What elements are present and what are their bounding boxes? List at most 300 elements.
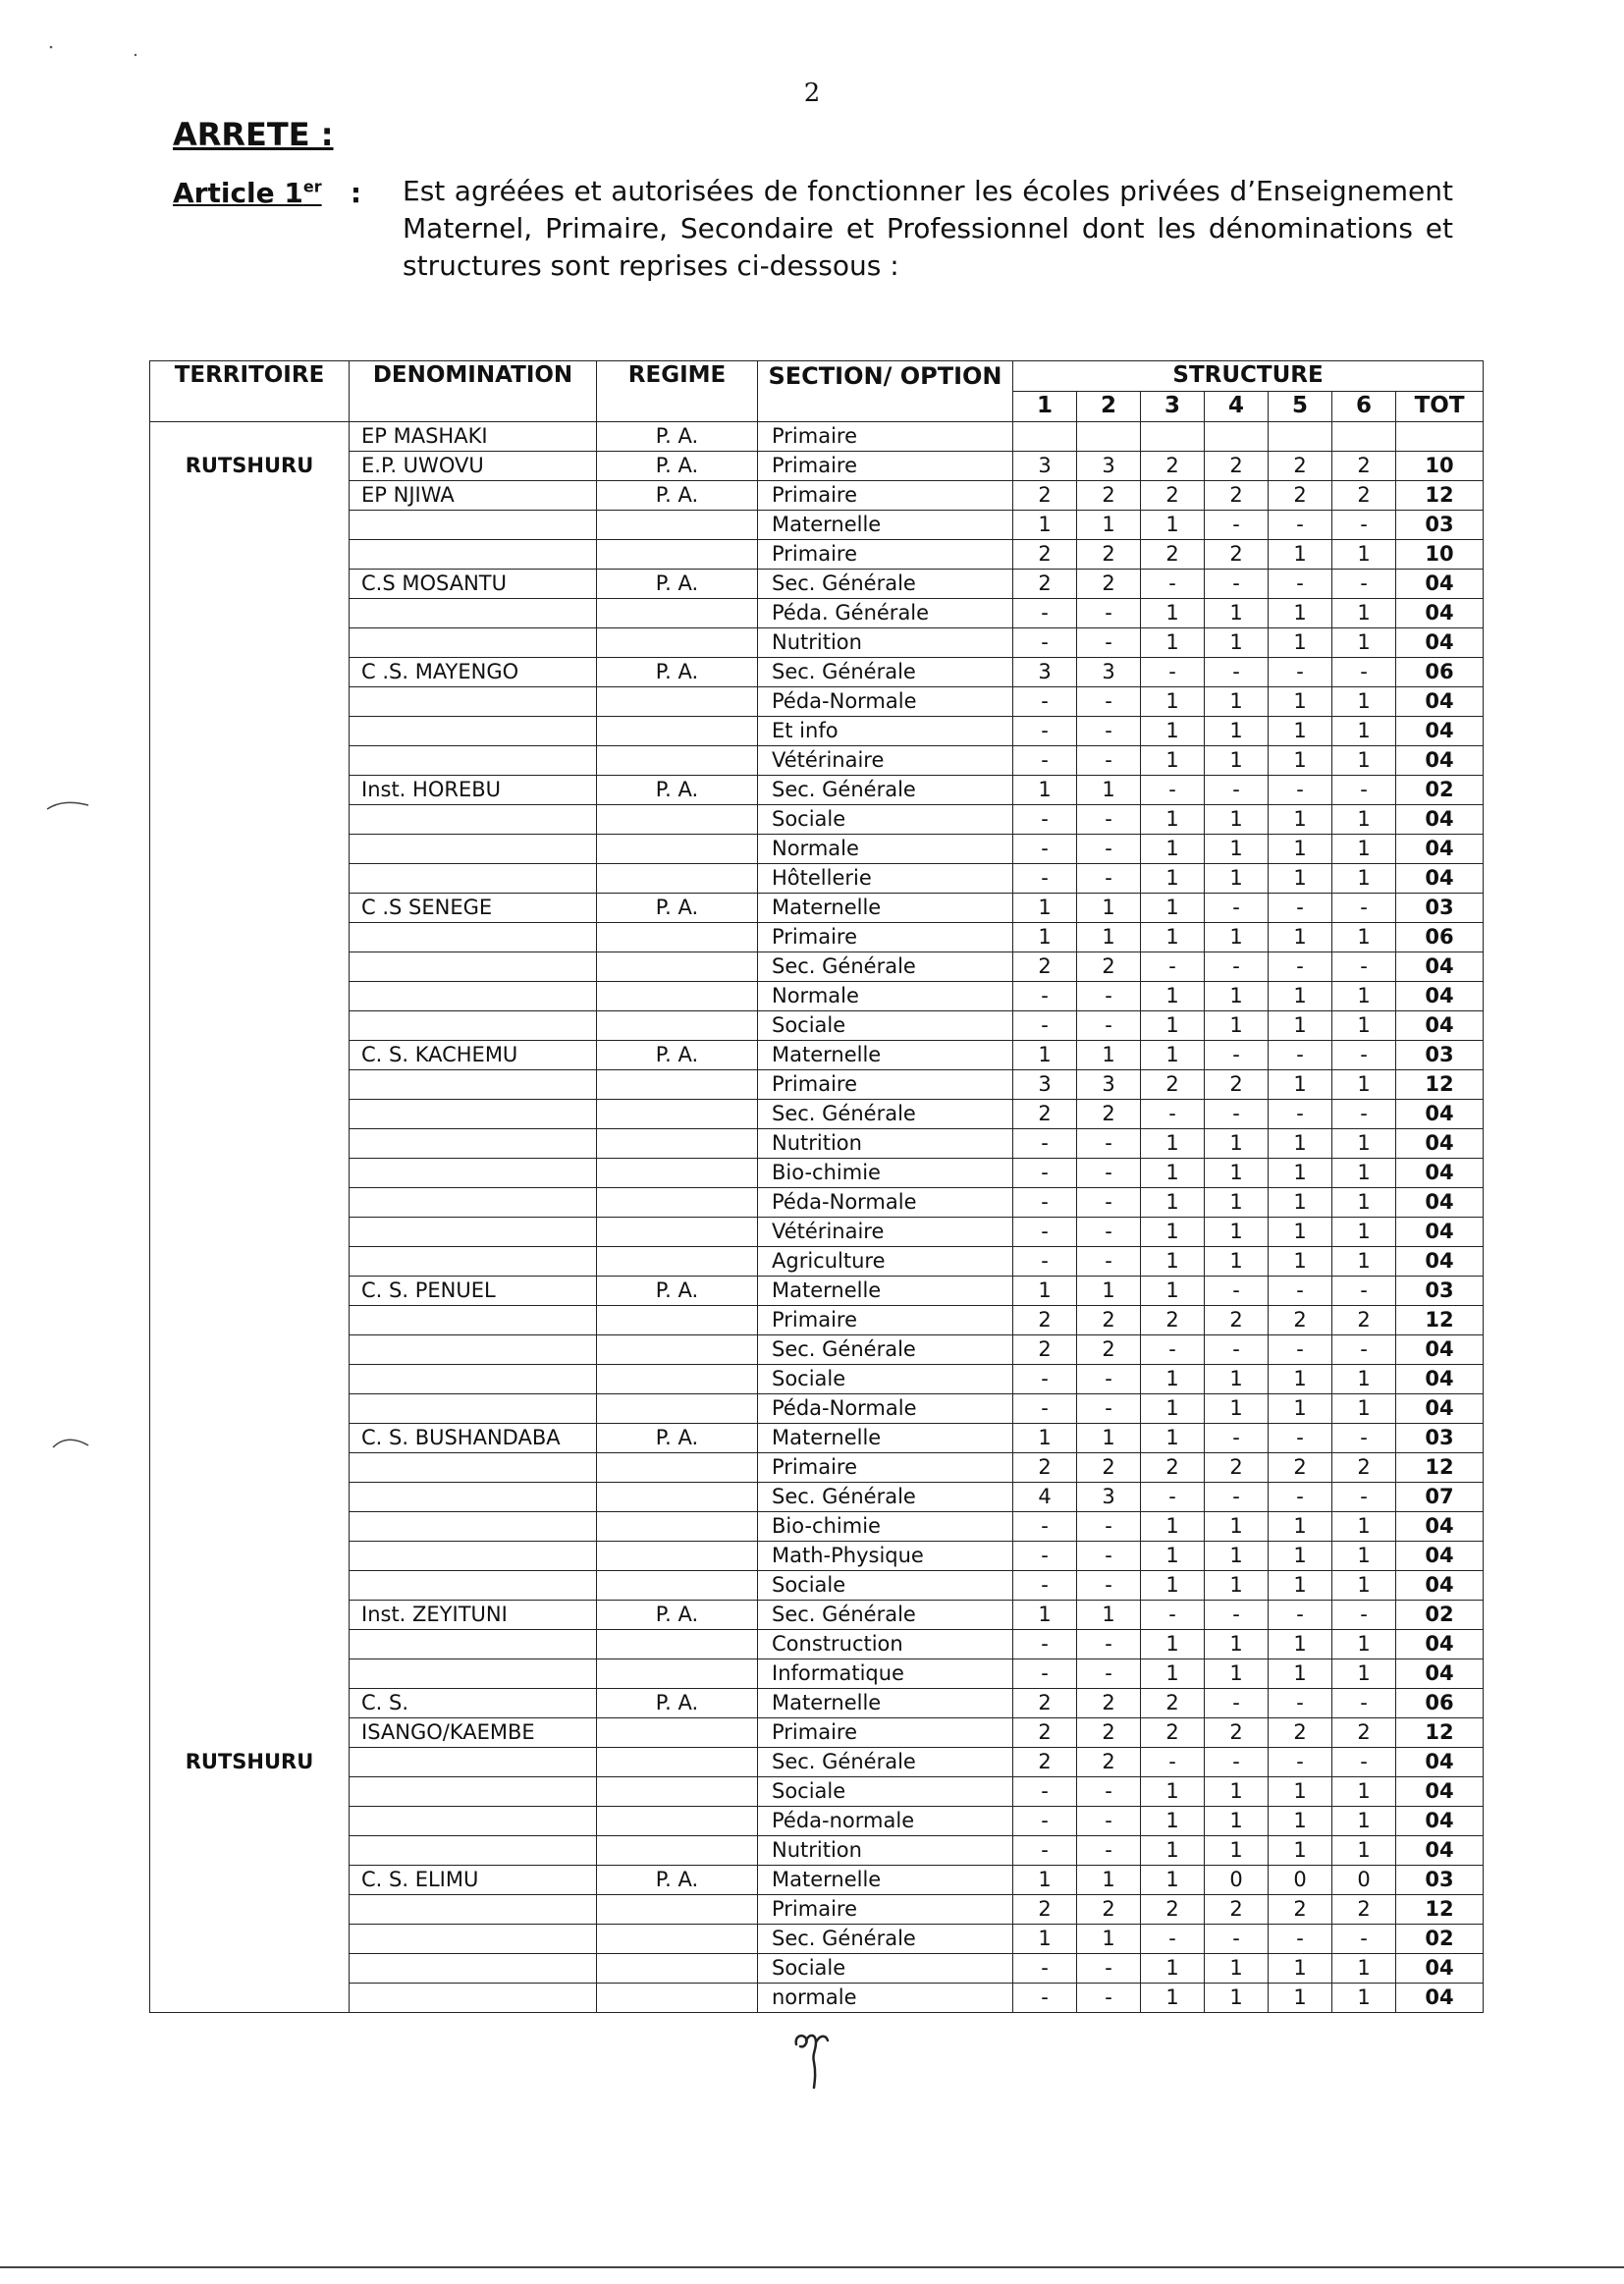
- territory-cell: [150, 1247, 350, 1277]
- total-cell: 04: [1396, 1984, 1484, 2013]
- structure-cell-3: 1: [1141, 1365, 1205, 1394]
- table-row: [150, 1601, 1484, 1630]
- territory-cell: [150, 894, 350, 923]
- table-row: [150, 1394, 1484, 1424]
- table-row: [150, 687, 1484, 717]
- structure-cell-6: -: [1332, 1335, 1396, 1365]
- structure-cell-1: -: [1013, 1777, 1077, 1807]
- section-cell: Sociale: [758, 1777, 1013, 1807]
- structure-cell-1: -: [1013, 746, 1077, 776]
- denomination-cell: [350, 835, 597, 864]
- structure-cell-3: 1: [1141, 835, 1205, 864]
- table-row: [150, 1070, 1484, 1100]
- regime-cell: [597, 511, 758, 540]
- section-cell: Primaire: [758, 1306, 1013, 1335]
- total-cell: 04: [1396, 952, 1484, 982]
- section-cell: Sociale: [758, 1011, 1013, 1041]
- table-row: [150, 835, 1484, 864]
- structure-cell-1: 3: [1013, 1070, 1077, 1100]
- structure-cell-6: 2: [1332, 1306, 1396, 1335]
- regime-cell: P. A.: [597, 452, 758, 481]
- structure-cell-3: -: [1141, 570, 1205, 599]
- table-row: [150, 511, 1484, 540]
- table-row: [150, 658, 1484, 687]
- structure-cell-4: 1: [1205, 1571, 1269, 1601]
- total-cell: 12: [1396, 1306, 1484, 1335]
- table-row: [150, 1188, 1484, 1218]
- territory-cell: [150, 1453, 350, 1483]
- structure-cell-6: 1: [1332, 982, 1396, 1011]
- structure-cell-4: -: [1205, 1748, 1269, 1777]
- structure-cell-5: 2: [1269, 1306, 1332, 1335]
- structure-cell-5: 1: [1269, 1129, 1332, 1159]
- structure-cell-3: 1: [1141, 923, 1205, 952]
- structure-cell-5: -: [1269, 952, 1332, 982]
- total-cell: 02: [1396, 1925, 1484, 1954]
- structure-cell-4: 1: [1205, 864, 1269, 894]
- structure-cell-3: 2: [1141, 1070, 1205, 1100]
- structure-cell-2: 3: [1077, 658, 1141, 687]
- table-row: [150, 1129, 1484, 1159]
- denomination-cell: Inst. ZEYITUNI: [350, 1601, 597, 1630]
- structure-cell-4: 2: [1205, 1070, 1269, 1100]
- structure-cell-3: -: [1141, 1335, 1205, 1365]
- structure-cell-3: -: [1141, 1748, 1205, 1777]
- structure-cell-2: 1: [1077, 776, 1141, 805]
- denomination-cell: [350, 746, 597, 776]
- section-cell: Sociale: [758, 1571, 1013, 1601]
- structure-cell-2: -: [1077, 717, 1141, 746]
- denomination-cell: [350, 1984, 597, 2013]
- structure-cell-6: 1: [1332, 805, 1396, 835]
- structure-cell-4: 1: [1205, 1954, 1269, 1984]
- denomination-cell: [350, 1954, 597, 1984]
- article-label: [173, 177, 361, 209]
- structure-cell-3: 1: [1141, 1159, 1205, 1188]
- structure-cell-4: 1: [1205, 717, 1269, 746]
- structure-cell-5: -: [1269, 1335, 1332, 1365]
- structure-cell-4: -: [1205, 952, 1269, 982]
- structure-cell-2: 2: [1077, 1100, 1141, 1129]
- structure-cell-5: 1: [1269, 599, 1332, 628]
- section-cell: Maternelle: [758, 1041, 1013, 1070]
- structure-cell-4: -: [1205, 1041, 1269, 1070]
- structure-cell-1: 2: [1013, 1453, 1077, 1483]
- denomination-cell: [350, 1188, 597, 1218]
- structure-cell-1: 2: [1013, 1306, 1077, 1335]
- structure-cell-3: 1: [1141, 687, 1205, 717]
- structure-cell-3: 1: [1141, 1777, 1205, 1807]
- territory-cell: [150, 1277, 350, 1306]
- section-cell: Péda-Normale: [758, 687, 1013, 717]
- total-cell: 10: [1396, 452, 1484, 481]
- regime-cell: [597, 1335, 758, 1365]
- structure-cell-5: 1: [1269, 1984, 1332, 2013]
- structure-cell-2: [1077, 422, 1141, 452]
- structure-cell-5: 1: [1269, 923, 1332, 952]
- total-cell: 04: [1396, 982, 1484, 1011]
- denomination-cell: [350, 599, 597, 628]
- structure-cell-2: -: [1077, 864, 1141, 894]
- denomination-cell: Inst. HOREBU: [350, 776, 597, 805]
- total-cell: 06: [1396, 923, 1484, 952]
- denomination-cell: [350, 1453, 597, 1483]
- total-cell: 03: [1396, 1424, 1484, 1453]
- regime-cell: P. A.: [597, 658, 758, 687]
- section-cell: Primaire: [758, 1070, 1013, 1100]
- structure-cell-4: 2: [1205, 1718, 1269, 1748]
- regime-cell: [597, 628, 758, 658]
- structure-cell-5: 1: [1269, 1836, 1332, 1866]
- structure-cell-2: -: [1077, 835, 1141, 864]
- structure-cell-6: 1: [1332, 687, 1396, 717]
- regime-cell: P. A.: [597, 1866, 758, 1895]
- structure-cell-4: 1: [1205, 1807, 1269, 1836]
- total-cell: 03: [1396, 511, 1484, 540]
- structure-cell-2: -: [1077, 1011, 1141, 1041]
- denomination-cell: [350, 1512, 597, 1542]
- structure-cell-4: -: [1205, 1424, 1269, 1453]
- regime-cell: [597, 1365, 758, 1394]
- section-cell: Sec. Générale: [758, 1483, 1013, 1512]
- structure-cell-2: 1: [1077, 1925, 1141, 1954]
- structure-cell-5: 2: [1269, 1895, 1332, 1925]
- structure-cell-1: 1: [1013, 1041, 1077, 1070]
- section-cell: normale: [758, 1984, 1013, 2013]
- structure-cell-3: 2: [1141, 452, 1205, 481]
- structure-cell-4: 2: [1205, 481, 1269, 511]
- territory-cell: [150, 746, 350, 776]
- structure-cell-2: -: [1077, 1807, 1141, 1836]
- structure-cell-4: -: [1205, 1100, 1269, 1129]
- structure-cell-1: 2: [1013, 1689, 1077, 1718]
- section-cell: Hôtellerie: [758, 864, 1013, 894]
- section-cell: Péda-Normale: [758, 1394, 1013, 1424]
- structure-cell-2: -: [1077, 1954, 1141, 1984]
- structure-cell-2: 1: [1077, 1601, 1141, 1630]
- denomination-cell: C.S MOSANTU: [350, 570, 597, 599]
- structure-cell-1: 2: [1013, 1718, 1077, 1748]
- territory-cell: [150, 1630, 350, 1659]
- structure-cell-1: -: [1013, 628, 1077, 658]
- table-row: [150, 1659, 1484, 1689]
- denomination-cell: C. S. ELIMU: [350, 1866, 597, 1895]
- territory-cell: [150, 599, 350, 628]
- section-cell: Maternelle: [758, 1277, 1013, 1306]
- structure-cell-6: 1: [1332, 1218, 1396, 1247]
- structure-cell-1: 4: [1013, 1483, 1077, 1512]
- structure-cell-1: 1: [1013, 1601, 1077, 1630]
- structure-cell-6: 2: [1332, 1453, 1396, 1483]
- structure-cell-5: 1: [1269, 540, 1332, 570]
- structure-cell-1: 2: [1013, 540, 1077, 570]
- regime-cell: [597, 1748, 758, 1777]
- structure-cell-2: -: [1077, 1542, 1141, 1571]
- structure-cell-6: 1: [1332, 864, 1396, 894]
- structure-cell-5: -: [1269, 894, 1332, 923]
- structure-cell-2: -: [1077, 1365, 1141, 1394]
- structure-cell-5: 1: [1269, 628, 1332, 658]
- section-cell: Péda-normale: [758, 1807, 1013, 1836]
- structure-cell-5: 1: [1269, 1218, 1332, 1247]
- regime-cell: P. A.: [597, 1041, 758, 1070]
- structure-cell-2: 2: [1077, 1306, 1141, 1335]
- structure-cell-1: 1: [1013, 923, 1077, 952]
- structure-cell-2: 2: [1077, 481, 1141, 511]
- structure-cell-4: 1: [1205, 1512, 1269, 1542]
- structure-cell-1: 2: [1013, 481, 1077, 511]
- denomination-cell: [350, 1777, 597, 1807]
- structure-cell-4: [1205, 422, 1269, 452]
- territory-cell: [150, 1895, 350, 1925]
- page-number: 2: [803, 79, 821, 108]
- total-cell: 04: [1396, 1218, 1484, 1247]
- territory-cell: [150, 1984, 350, 2013]
- structure-cell-5: 2: [1269, 452, 1332, 481]
- structure-cell-4: -: [1205, 658, 1269, 687]
- structure-cell-2: -: [1077, 599, 1141, 628]
- structure-cell-6: 1: [1332, 1512, 1396, 1542]
- structure-cell-4: 1: [1205, 1188, 1269, 1218]
- table-row: [150, 1335, 1484, 1365]
- structure-cell-6: 1: [1332, 1247, 1396, 1277]
- structure-cell-6: 0: [1332, 1866, 1396, 1895]
- bottom-rule: [0, 2266, 1624, 2268]
- structure-cell-4: 2: [1205, 1306, 1269, 1335]
- territory-cell: [150, 952, 350, 982]
- territory-cell: [150, 1925, 350, 1954]
- structure-cell-1: -: [1013, 1954, 1077, 1984]
- structure-cell-6: 2: [1332, 1718, 1396, 1748]
- territory-cell: [150, 1512, 350, 1542]
- structure-cell-2: 2: [1077, 540, 1141, 570]
- structure-cell-4: 1: [1205, 1247, 1269, 1277]
- structure-cell-3: 1: [1141, 1011, 1205, 1041]
- regime-cell: [597, 835, 758, 864]
- header-denomination: DENOMINATION: [350, 361, 597, 422]
- structure-cell-6: 1: [1332, 746, 1396, 776]
- territory-cell: [150, 1218, 350, 1247]
- denomination-cell: C. S. BUSHANDABA: [350, 1424, 597, 1453]
- denomination-cell: [350, 1895, 597, 1925]
- regime-cell: [597, 1159, 758, 1188]
- total-cell: 04: [1396, 1394, 1484, 1424]
- denomination-cell: [350, 1483, 597, 1512]
- structure-cell-3: 1: [1141, 1659, 1205, 1689]
- territory-cell: [150, 1011, 350, 1041]
- territory-cell: [150, 1807, 350, 1836]
- table-row: [150, 1954, 1484, 1984]
- territory-cell: [150, 511, 350, 540]
- structure-cell-5: 1: [1269, 835, 1332, 864]
- section-cell: Normale: [758, 835, 1013, 864]
- structure-cell-5: 2: [1269, 481, 1332, 511]
- structure-cell-1: -: [1013, 1659, 1077, 1689]
- structure-cell-4: 1: [1205, 805, 1269, 835]
- structure-cell-3: -: [1141, 658, 1205, 687]
- territory-cell: [150, 1365, 350, 1394]
- regime-cell: [597, 923, 758, 952]
- denomination-cell: [350, 1925, 597, 1954]
- regime-cell: [597, 1011, 758, 1041]
- regime-cell: [597, 1188, 758, 1218]
- structure-cell-4: -: [1205, 1601, 1269, 1630]
- total-cell: 04: [1396, 628, 1484, 658]
- structure-cell-3: 2: [1141, 1718, 1205, 1748]
- denomination-cell: [350, 1630, 597, 1659]
- structure-cell-2: -: [1077, 1512, 1141, 1542]
- structure-cell-4: 2: [1205, 1895, 1269, 1925]
- structure-cell-4: 1: [1205, 1159, 1269, 1188]
- total-cell: [1396, 422, 1484, 452]
- structure-cell-1: -: [1013, 1394, 1077, 1424]
- structure-cell-1: -: [1013, 1159, 1077, 1188]
- structure-cell-1: 2: [1013, 1100, 1077, 1129]
- table-row: [150, 422, 1484, 452]
- structure-cell-5: -: [1269, 658, 1332, 687]
- structure-cell-1: -: [1013, 835, 1077, 864]
- territory-cell: [150, 1070, 350, 1100]
- structure-cell-3: 1: [1141, 1571, 1205, 1601]
- structure-cell-3: -: [1141, 1100, 1205, 1129]
- structure-cell-2: -: [1077, 1571, 1141, 1601]
- regime-cell: [597, 687, 758, 717]
- structure-cell-5: 1: [1269, 1394, 1332, 1424]
- section-cell: Sec. Générale: [758, 1335, 1013, 1365]
- table-row: [150, 540, 1484, 570]
- structure-cell-6: -: [1332, 1925, 1396, 1954]
- section-cell: Sec. Générale: [758, 776, 1013, 805]
- structure-cell-4: 1: [1205, 1984, 1269, 2013]
- section-cell: Péda-Normale: [758, 1188, 1013, 1218]
- territory-cell: [150, 540, 350, 570]
- structure-cell-6: 1: [1332, 1011, 1396, 1041]
- structure-cell-1: 3: [1013, 658, 1077, 687]
- territory-cell: [150, 1335, 350, 1365]
- structure-cell-1: -: [1013, 1247, 1077, 1277]
- denomination-cell: [350, 687, 597, 717]
- structure-cell-5: 1: [1269, 1247, 1332, 1277]
- header-col-tot: TOT: [1396, 392, 1484, 422]
- structure-cell-3: [1141, 422, 1205, 452]
- structure-cell-5: -: [1269, 1277, 1332, 1306]
- structure-cell-6: 2: [1332, 452, 1396, 481]
- regime-cell: [597, 540, 758, 570]
- section-cell: Maternelle: [758, 511, 1013, 540]
- table-row: [150, 1041, 1484, 1070]
- structure-cell-6: 1: [1332, 923, 1396, 952]
- section-cell: Construction: [758, 1630, 1013, 1659]
- territory-cell: [150, 1836, 350, 1866]
- article-label-text: Article 1: [173, 177, 303, 209]
- section-cell: Primaire: [758, 452, 1013, 481]
- structure-cell-1: -: [1013, 1630, 1077, 1659]
- structure-cell-4: 1: [1205, 982, 1269, 1011]
- total-cell: 04: [1396, 746, 1484, 776]
- header-col-3: 3: [1141, 392, 1205, 422]
- regime-cell: [597, 746, 758, 776]
- table-row: [150, 599, 1484, 628]
- structure-cell-4: 1: [1205, 1394, 1269, 1424]
- structure-cell-3: 1: [1141, 982, 1205, 1011]
- table-row: [150, 1866, 1484, 1895]
- regime-cell: [597, 1100, 758, 1129]
- table-row: [150, 1365, 1484, 1394]
- structure-cell-5: 1: [1269, 1807, 1332, 1836]
- structure-cell-4: -: [1205, 511, 1269, 540]
- structure-cell-3: 2: [1141, 1895, 1205, 1925]
- total-cell: 12: [1396, 1895, 1484, 1925]
- structure-cell-1: 1: [1013, 894, 1077, 923]
- structure-cell-5: 1: [1269, 864, 1332, 894]
- section-cell: Péda. Générale: [758, 599, 1013, 628]
- table-row: [150, 864, 1484, 894]
- structure-cell-4: 1: [1205, 923, 1269, 952]
- territory-cell: [150, 1601, 350, 1630]
- regime-cell: P. A.: [597, 422, 758, 452]
- structure-cell-2: 1: [1077, 511, 1141, 540]
- structure-cell-2: 3: [1077, 1070, 1141, 1100]
- total-cell: 04: [1396, 805, 1484, 835]
- denomination-cell: [350, 1807, 597, 1836]
- section-cell: Primaire: [758, 923, 1013, 952]
- regime-cell: [597, 1542, 758, 1571]
- territory-cell: [150, 1306, 350, 1335]
- total-cell: 06: [1396, 1689, 1484, 1718]
- total-cell: 04: [1396, 1365, 1484, 1394]
- structure-cell-6: 1: [1332, 1188, 1396, 1218]
- territory-cell: [150, 422, 350, 452]
- structure-cell-1: -: [1013, 1188, 1077, 1218]
- header-regime: REGIME: [597, 361, 758, 422]
- total-cell: 12: [1396, 1718, 1484, 1748]
- regime-cell: [597, 1895, 758, 1925]
- structure-cell-2: -: [1077, 1659, 1141, 1689]
- regime-cell: [597, 1807, 758, 1836]
- structure-cell-3: 1: [1141, 1512, 1205, 1542]
- structure-cell-4: 1: [1205, 1836, 1269, 1866]
- structure-cell-4: 1: [1205, 599, 1269, 628]
- table-row: [150, 1571, 1484, 1601]
- denomination-cell: [350, 1070, 597, 1100]
- structure-cell-1: -: [1013, 1836, 1077, 1866]
- table-row: [150, 746, 1484, 776]
- total-cell: 04: [1396, 1836, 1484, 1866]
- structure-cell-6: 1: [1332, 540, 1396, 570]
- structure-cell-2: -: [1077, 746, 1141, 776]
- denomination-cell: [350, 628, 597, 658]
- structure-cell-6: 1: [1332, 1807, 1396, 1836]
- denomination-cell: [350, 1335, 597, 1365]
- table-row: [150, 952, 1484, 982]
- total-cell: 04: [1396, 1335, 1484, 1365]
- table-row: [150, 1218, 1484, 1247]
- article-text: Est agréées et autorisées de fonctionner les écoles privées d’Enseignement Maternel, Primaire, Secondaire et Professionnel dont les dénominations et structures sont reprises ci-dessous :: [403, 175, 1453, 282]
- denomination-cell: EP MASHAKI: [350, 422, 597, 452]
- structure-cell-6: 1: [1332, 628, 1396, 658]
- structure-cell-1: [1013, 422, 1077, 452]
- table-row: [150, 1925, 1484, 1954]
- territory-cell: [150, 776, 350, 805]
- table-row: [150, 452, 1484, 481]
- table-row: [150, 1306, 1484, 1335]
- scan-punch-mark: [43, 795, 102, 815]
- denomination-cell: [350, 923, 597, 952]
- territory-cell: [150, 658, 350, 687]
- table-row: [150, 776, 1484, 805]
- regime-cell: [597, 1984, 758, 2013]
- territory-cell: [150, 1159, 350, 1188]
